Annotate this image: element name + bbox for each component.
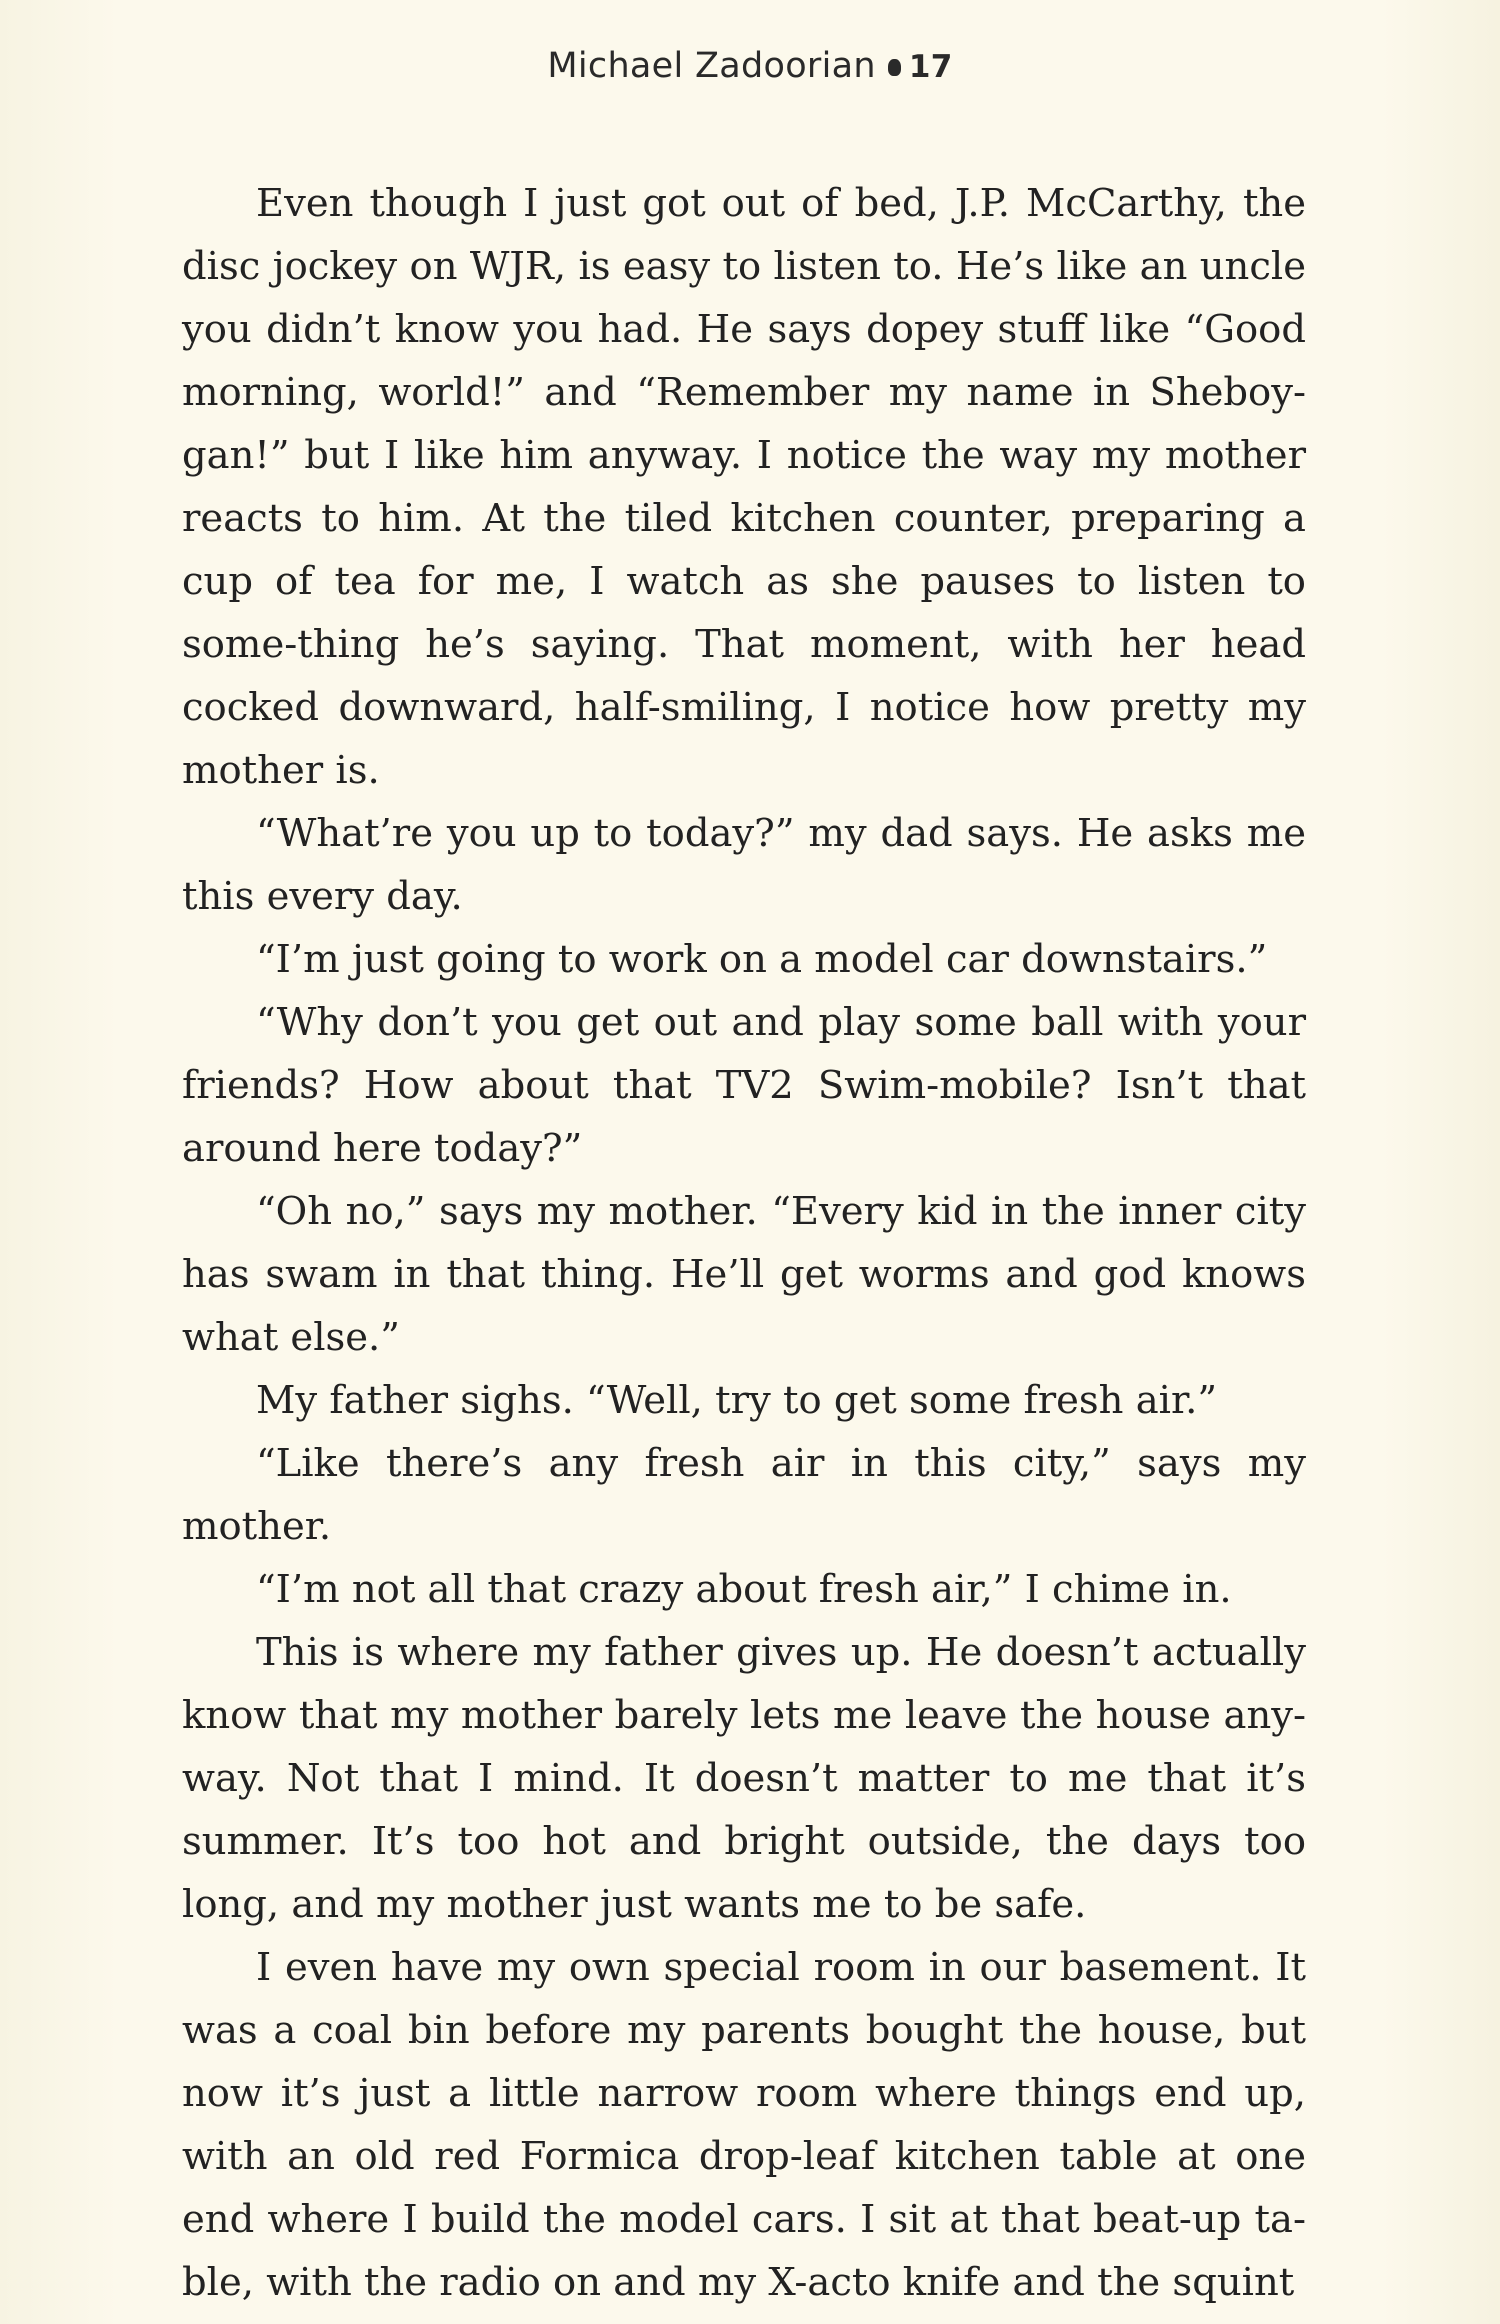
ornament-icon <box>888 59 901 76</box>
running-head <box>0 46 1500 86</box>
paragraph: Even though I just got out of bed, J.P. McCarthy, the disc jockey on WJR, is easy to listen to. He’s like an uncle you didn’t know you had. He says dopey stuff like “Good morning, world!” and “Remember my name in Sheboy-gan!” but I like him anyway. I notice the way my mother reacts to him. At the tiled kitchen counter, preparing a cup of tea for me, I watch as she pauses to listen to some-thing he’s saying. That moment, with her head cocked downward, half-smiling, I notice how pretty my mother is. <box>182 181 1306 793</box>
paragraph: I even have my own special room in our basement. It was a coal bin before my parents bought the house, but now it’s just a little narrow room where things end up, with an old red Formica drop-leaf kitchen table at one end where I build the model cars. I sit at that beat-up ta-ble, with the radio on and my X-acto knife and the squint <box>182 1945 1306 2305</box>
body-text <box>182 172 1306 2314</box>
paragraph: “Like there’s any fresh air in this city,” says my mother. <box>182 1441 1306 1549</box>
page-number: 17 <box>908 49 953 85</box>
paragraph: “Why don’t you get out and play some ball with your friends? How about that TV2 Swim-mobile? Isn’t that around here today?” <box>182 1000 1306 1171</box>
paragraph: This is where my father gives up. He doesn’t actually know that my mother barely lets me leave the house any-way. Not that I mind. It doesn’t matter to me that it’s summer. It’s too hot and bright outside, the days too long, and my mother just wants me to be safe. <box>182 1630 1306 1927</box>
paragraph: “I’m not all that crazy about fresh air,” I chime in. <box>256 1567 1232 1612</box>
paragraph: “I’m just going to work on a model car downstairs.” <box>256 937 1268 982</box>
paragraph: “Oh no,” says my mother. “Every kid in the inner city has swam in that thing. He’ll get worms and god knows what else.” <box>182 1189 1306 1360</box>
author-name: Michael Zadoorian <box>547 46 876 86</box>
paragraph: My father sighs. “Well, try to get some fresh air.” <box>256 1378 1218 1423</box>
paragraph: “What’re you up to today?” my dad says. He asks me this every day. <box>182 811 1306 919</box>
